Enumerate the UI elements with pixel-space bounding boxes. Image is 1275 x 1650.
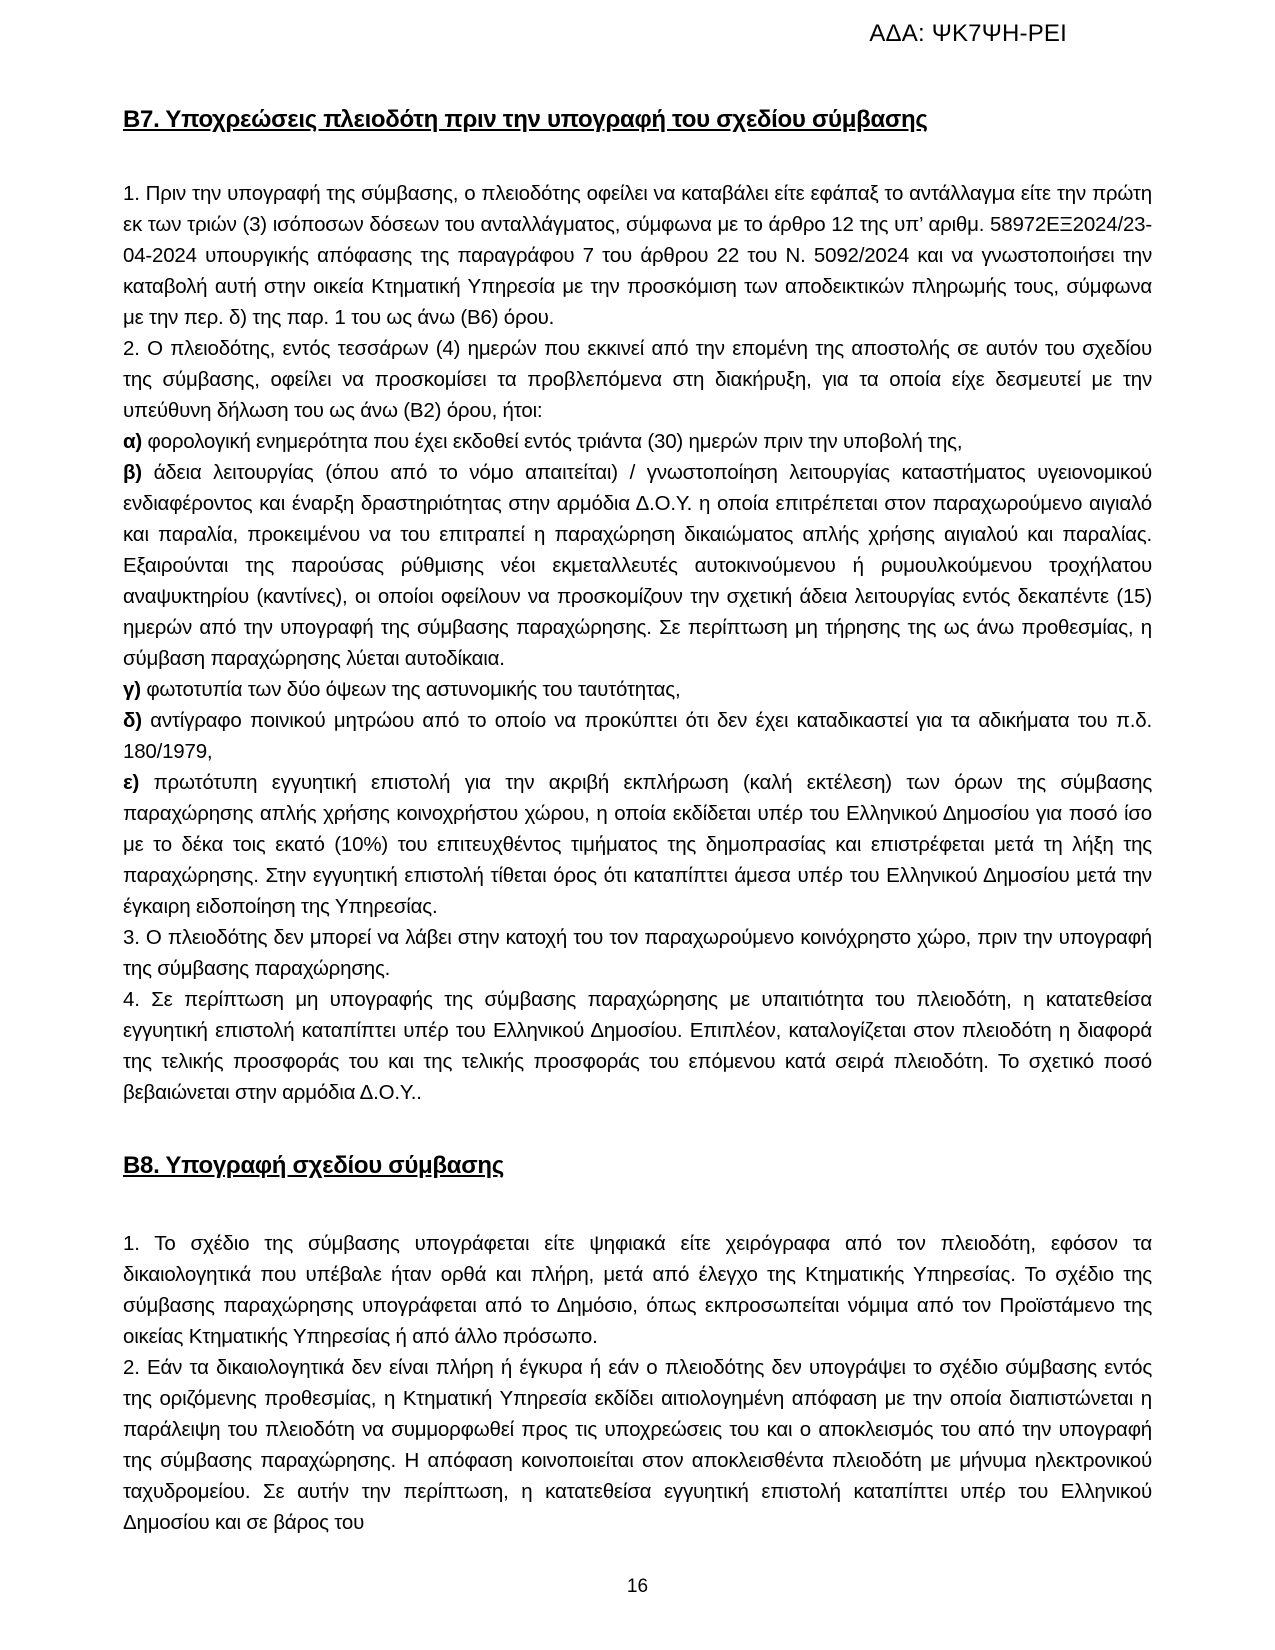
paragraph-text: φορολογική ενημερότητα που έχει εκδοθεί εντός τριάντα (30) ημερών πριν την υποβολή της, [142,430,963,453]
paragraph-text: 2. Εάν τα δικαιολογητικά δεν είναι πλήρη ή έγκυρα ή εάν ο πλειοδότης δεν υπογράψει το σχέδιο σύμβασης εντός της οριζόμενης προθεσμίας, η Κτηματική Υπηρεσία εκδίδει αιτιολογημένη απόφαση με την οποία διαπιστώνεται η παράλειψη του πλειοδότη να συμμορφωθεί προς τις υποχρεώσεις του και ο αποκλεισμός του από την υπογραφή της σύμβασης παραχώρησης. Η απόφαση κοινοποιείται στον αποκλεισθέντα πλειοδότη με μήνυμα ηλεκτρονικού ταχυδρομείου. Σε αυτήν την περίπτωση, η κατατεθείσα εγγυητική επιστολή καταπίπτει υπέρ του Ελληνικού Δημοσίου και σε βάρος του [123,1356,1152,1534]
b7-paragraph-2 [123,333,1152,426]
item-prefix: β) [123,461,142,484]
b7-item-alpha [123,426,1152,457]
b7-item-epsilon [123,767,1152,922]
b8-paragraph-1 [123,1228,1152,1352]
paragraph-text: άδεια λειτουργίας (όπου από το νόμο απαιτείται) / γνωστοποίηση λειτουργίας καταστήματος υγειονομικού ενδιαφέροντος και έναρξη δραστηριότητας στην αρμόδια Δ.Ο.Υ. η οποία επιτρέπεται στον παραχωρούμενο αιγιαλό και παραλία, προκειμένου να του επιτραπεί η παραχώρηση δικαιώματος απλής χρήσης αιγιαλού και παραλίας. Εξαιρούνται της παρούσας ρύθμισης νέοι εκμεταλλευτές αυτοκινούμενου ή ρυμουλκούμενου τροχήλατου αναψυκτηρίου (καντίνες), οι οποίοι οφείλουν να προσκομίζουν την σχετική άδεια λειτουργίας εντός δεκαπέντε (15) ημερών από την υπογραφή της σύμβασης παραχώρησης. Σε περίπτωση μη τήρησης της ως άνω προθεσμίας, η σύμβαση παραχώρησης λύεται αυτοδίκαια. [123,461,1152,670]
item-prefix: α) [123,430,143,453]
item-prefix: δ) [123,709,142,732]
b7-paragraph-1 [123,178,1152,333]
document-content [123,106,1152,1538]
paragraph-text: 4. Σε περίπτωση μη υπογραφής της σύμβασης παραχώρησης με υπαιτιότητα του πλειοδότη, η κατατεθείσα εγγυητική επιστολή καταπίπτει υπέρ του Ελληνικού Δημοσίου. Επιπλέον, καταλογίζεται στον πλειοδότη η διαφορά της τελικής προσφοράς του και της τελικής προσφοράς του επόμενου κατά σειρά πλειοδότη. Το σχετικό ποσό βεβαιώνεται στην αρμόδια Δ.Ο.Υ.. [123,988,1152,1104]
paragraph-text: πρωτότυπη εγγυητική επιστολή για την ακριβή εκπλήρωση (καλή εκτέλεση) των όρων της σύμβασης παραχώρησης απλής χρήσης κοινοχρήστου χώρου, η οποία εκδίδεται υπέρ του Ελληνικού Δημοσίου για ποσό ίσο με το δέκα τοις εκατό (10%) του επιτευχθέντος τιμήματος της δημοπρασίας και επιστρέφεται μετά τη λήξη της παραχώρησης. Στην εγγυητική επιστολή τίθεται όρος ότι καταπίπτει άμεσα υπέρ του Ελληνικού Δημοσίου μετά την έγκαιρη ειδοποίηση της Υπηρεσίας. [123,771,1152,918]
paragraph-text: αντίγραφο ποινικού μητρώου από το οποίο να προκύπτει ότι δεν έχει καταδικαστεί για τα αδικήματα του π.δ. 180/1979, [123,709,1152,763]
b7-paragraph-4 [123,984,1152,1108]
item-prefix: ε) [123,771,140,794]
paragraph-text: 1. Πριν την υπογραφή της σύμβασης, ο πλειοδότης οφείλει να καταβάλει είτε εφάπαξ το αντάλλαγμα είτε την πρώτη εκ των τριών (3) ισόποσων δόσεων του ανταλλάγματος, σύμφωνα με το άρθρο 12 της υπ’ αριθμ. 58972ΕΞ2024/23-04-2024 υπουργικής απόφασης της παραγράφου 7 του άρθρου 22 του Ν. 5092/2024 και να γνωστοποιήσει την καταβολή αυτή στην οικεία Κτηματική Υπηρεσία με την προσκόμιση των αποδεικτικών πληρωμής τους, σύμφωνα με την περ. δ) της παρ. 1 του ως άνω (Β6) όρου. [123,182,1152,329]
paragraph-text: φωτοτυπία των δύο όψεων της αστυνομικής του ταυτότητας, [140,678,681,701]
b7-item-beta [123,457,1152,674]
b8-paragraph-2 [123,1352,1152,1538]
page-number: 16 [626,1576,649,1597]
b7-item-delta [123,705,1152,767]
section-b8-heading: Β8. Υπογραφή σχεδίου σύμβασης [123,1152,504,1179]
item-prefix: γ) [123,678,141,701]
section-b7-heading: Β7. Υποχρεώσεις πλειοδότη πριν την υπογραφή του σχεδίου σύμβασης [123,106,928,133]
b7-item-gamma [123,674,1152,705]
paragraph-text: 2. Ο πλειοδότης, εντός τεσσάρων (4) ημερών που εκκινεί από την επομένη της αποστολής σε αυτόν του σχεδίου της σύμβασης, οφείλει να προσκομίσει τα προβλεπόμενα στη διακήρυξη, για τα οποία είχε δεσμευτεί με την υπεύθυνη δήλωση του ως άνω (Β2) όρου, ήτοι: [123,337,1152,422]
paragraph-text: 1. Το σχέδιο της σύμβασης υπογράφεται είτε ψηφιακά είτε χειρόγραφα από τον πλειοδότη, εφόσον τα δικαιολογητικά που υπέβαλε ήταν ορθά και πλήρη, μετά από έλεγχο της Κτηματικής Υπηρεσίας. Το σχέδιο της σύμβασης παραχώρησης υπογράφεται από το Δημόσιο, όπως εκπροσωπείται νόμιμα από τον Προϊστάμενο της οικείας Κτηματικής Υπηρεσίας ή από άλλο πρόσωπο. [123,1232,1152,1348]
b7-paragraph-3 [123,922,1152,984]
ada-code: ΑΔΑ: ΨΚ7ΨΗ-ΡΕΙ [869,20,1067,47]
paragraph-text: 3. Ο πλειοδότης δεν μπορεί να λάβει στην κατοχή του τον παραχωρούμενο κοινόχρηστο χώρο, πριν την υπογραφή της σύμβασης παραχώρησης. [123,926,1152,980]
